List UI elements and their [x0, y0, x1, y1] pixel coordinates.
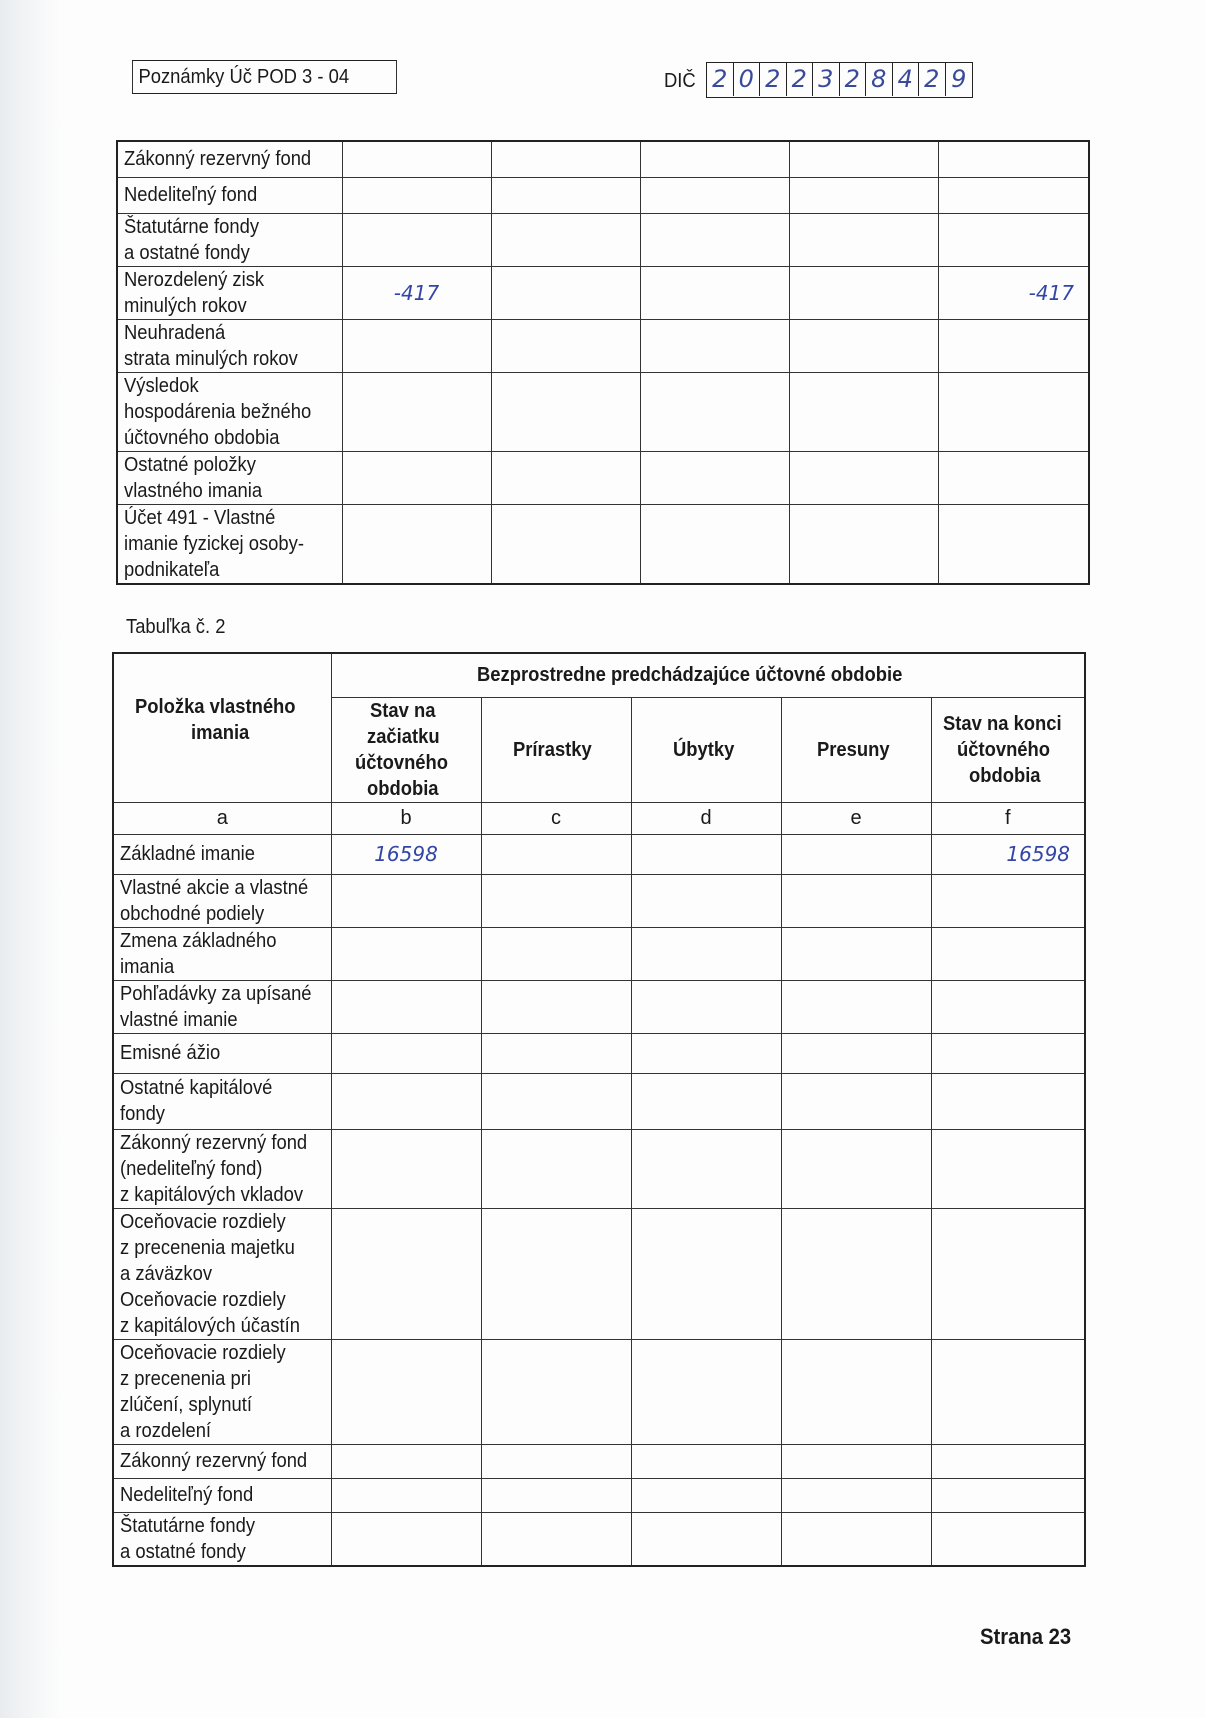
- row-label: [117, 141, 342, 177]
- dic-label: DIČ: [664, 70, 696, 92]
- text-line: imanie fyzickej osoby-: [124, 532, 304, 555]
- text-line: Bezprostredne predchádzajúce účtovné obdobie: [476, 664, 902, 687]
- equity-table-continued: [116, 140, 1090, 585]
- row-label: [113, 1033, 331, 1073]
- value-cell: [491, 372, 640, 451]
- value-cell: [789, 372, 938, 451]
- value-cell: [931, 1444, 1085, 1478]
- text-line: Neuhradená: [124, 321, 226, 344]
- value-cell: [640, 372, 789, 451]
- text-line: Ostatné položky: [124, 453, 256, 476]
- value-cell: [331, 1208, 481, 1339]
- value-cell: [931, 1512, 1085, 1566]
- value-cell: [938, 372, 1089, 451]
- value-cell: [631, 927, 781, 980]
- text-line: fondy: [120, 1103, 166, 1125]
- value-cell: [481, 980, 631, 1033]
- row-label: [117, 319, 342, 372]
- text-line: Oceňovacie rozdiely: [120, 1210, 286, 1233]
- column-header: [931, 697, 1085, 802]
- scan-shadow: [0, 0, 60, 1718]
- text-line: účtovného obdobia: [124, 426, 280, 449]
- text-line: hospodárenia bežného: [124, 400, 312, 423]
- column-letter: b: [331, 802, 481, 834]
- column-letter: f: [931, 802, 1085, 834]
- column-letter: d: [631, 802, 781, 834]
- table-row: [117, 213, 1089, 266]
- value-cell: [938, 141, 1089, 177]
- table-row: [113, 1073, 1085, 1129]
- value-cell: 16598: [331, 834, 481, 874]
- value-cell: [789, 504, 938, 584]
- row-label: [117, 266, 342, 319]
- value-cell: [491, 141, 640, 177]
- dic-digit: 3: [813, 63, 840, 96]
- value-cell: [491, 266, 640, 319]
- value-cell: [789, 141, 938, 177]
- text-line: zlúčení, splynutí: [120, 1393, 252, 1416]
- column-header: [781, 697, 931, 802]
- table-row: [113, 980, 1085, 1033]
- value-cell: [631, 1339, 781, 1444]
- value-cell: [640, 451, 789, 504]
- column-letter: a: [113, 802, 331, 834]
- value-cell: [938, 504, 1089, 584]
- text-line: začiatku: [366, 725, 440, 748]
- table-row: [113, 1339, 1085, 1444]
- value-cell: [331, 1129, 481, 1208]
- text-line: vlastného imania: [124, 479, 263, 502]
- value-cell: [331, 980, 481, 1033]
- value-cell: [481, 927, 631, 980]
- text-line: z kapitálových vkladov: [120, 1183, 304, 1206]
- row-label: [113, 1073, 331, 1129]
- value-cell: [481, 1129, 631, 1208]
- text-line: a rozdelení: [120, 1419, 212, 1442]
- value-cell: [640, 266, 789, 319]
- value-cell: [789, 213, 938, 266]
- text-line: Oceňovacie rozdiely: [120, 1341, 286, 1364]
- table-row: [117, 319, 1089, 372]
- column-header: [631, 697, 781, 802]
- value-cell: [342, 319, 491, 372]
- value-cell: [781, 1073, 931, 1129]
- text-line: Štatutárne fondy: [124, 215, 260, 238]
- text-line: obchodné podiely: [120, 902, 265, 925]
- value-cell: [331, 1478, 481, 1512]
- text-line: vlastné imanie: [120, 1008, 238, 1031]
- value-cell: [789, 451, 938, 504]
- value-cell: [481, 834, 631, 874]
- value-cell: [491, 451, 640, 504]
- value-cell: -417: [342, 266, 491, 319]
- value-cell: [781, 1208, 931, 1339]
- table-row: [113, 1512, 1085, 1566]
- value-cell: [640, 319, 789, 372]
- text-line: a záväzkov: [120, 1262, 213, 1285]
- text-line: Prírastky: [513, 738, 592, 761]
- text-line: imania: [190, 722, 249, 744]
- value-cell: [631, 1129, 781, 1208]
- dic-digit: 9: [951, 65, 967, 93]
- row-label: [113, 980, 331, 1033]
- value-cell: -417: [938, 266, 1089, 319]
- value-cell: [781, 1129, 931, 1208]
- text-line: Zmena základného: [120, 929, 277, 952]
- letter-row: [113, 802, 1085, 834]
- table-row: [113, 1444, 1085, 1478]
- table-row: [113, 834, 1085, 874]
- text-line: Základné imanie: [120, 843, 256, 865]
- value-cell: [781, 1033, 931, 1073]
- column-header: [481, 697, 631, 802]
- value-cell: [342, 504, 491, 584]
- row-label: [117, 372, 342, 451]
- value-cell: [481, 1208, 631, 1339]
- row-label: [117, 504, 342, 584]
- value-cell: [481, 874, 631, 927]
- value-cell: [331, 1073, 481, 1129]
- table-row: [117, 372, 1089, 451]
- value-cell: [631, 1073, 781, 1129]
- dic-digit: 2: [919, 63, 946, 96]
- value-cell: [481, 1033, 631, 1073]
- value-cell: [938, 451, 1089, 504]
- table-row: [117, 266, 1089, 319]
- value-cell: [931, 927, 1085, 980]
- text-line: strata minulých rokov: [124, 347, 298, 370]
- row-label: [113, 1512, 331, 1566]
- value-cell: [631, 980, 781, 1033]
- row-label: [113, 927, 331, 980]
- value-cell: [789, 177, 938, 213]
- header-row: [113, 653, 1085, 697]
- value-cell: [331, 874, 481, 927]
- row-label: [117, 451, 342, 504]
- table-row: [113, 1478, 1085, 1512]
- value-cell: [781, 1339, 931, 1444]
- value-cell: [342, 372, 491, 451]
- dic-digit: 4: [893, 63, 920, 96]
- text-line: a ostatné fondy: [120, 1540, 246, 1563]
- value-cell: [931, 874, 1085, 927]
- value-cell: [938, 177, 1089, 213]
- value-cell: [342, 451, 491, 504]
- text-line: z kapitálových účastín: [120, 1314, 301, 1337]
- value-cell: [491, 213, 640, 266]
- value-cell: [781, 980, 931, 1033]
- group-header: [331, 653, 1085, 697]
- value-cell: [631, 1033, 781, 1073]
- table-row: [113, 874, 1085, 927]
- item-header: [113, 653, 331, 802]
- value-cell: [331, 1444, 481, 1478]
- value-cell: [481, 1339, 631, 1444]
- text-line: Nerozdelený zisk: [124, 268, 265, 291]
- dic-digit: 0: [734, 63, 761, 96]
- value-cell: [331, 1512, 481, 1566]
- text-line: z precenenia majetku: [120, 1236, 295, 1259]
- value-cell: [640, 213, 789, 266]
- row-label: [113, 1129, 331, 1208]
- value-cell: [631, 834, 781, 874]
- text-line: Pohľadávky za upísané: [120, 982, 312, 1005]
- value-cell: [781, 1444, 931, 1478]
- value-cell: [931, 1208, 1085, 1339]
- table-row: [117, 451, 1089, 504]
- text-line: účtovného: [355, 751, 449, 774]
- value-cell: [331, 1339, 481, 1444]
- column-header: [331, 697, 481, 802]
- value-cell: [631, 874, 781, 927]
- text-line: Účet 491 - Vlastné: [124, 506, 276, 529]
- row-label: [113, 834, 331, 874]
- value-cell: [789, 319, 938, 372]
- table-row: [113, 1033, 1085, 1073]
- text-line: Oceňovacie rozdiely: [120, 1288, 286, 1311]
- row-label: [117, 177, 342, 213]
- dic-digit-boxes: [706, 62, 973, 98]
- column-letter: e: [781, 802, 931, 834]
- equity-table-2: [112, 652, 1086, 1567]
- table-row: [117, 177, 1089, 213]
- text-line: účtovného: [957, 738, 1051, 761]
- value-cell: [931, 1073, 1085, 1129]
- table-row: [113, 1129, 1085, 1208]
- value-cell: [640, 504, 789, 584]
- text-line: obdobia: [367, 777, 439, 800]
- text-line: Stav na: [370, 699, 436, 722]
- value-cell: [481, 1512, 631, 1566]
- value-cell: [938, 213, 1089, 266]
- text-line: obdobia: [968, 764, 1041, 787]
- dic-digit: 8: [866, 63, 893, 96]
- value-cell: [931, 1033, 1085, 1073]
- text-line: z precenenia pri: [120, 1367, 251, 1390]
- text-line: a ostatné fondy: [124, 241, 250, 264]
- value-cell: [342, 213, 491, 266]
- value-cell: [342, 177, 491, 213]
- value-cell: [481, 1478, 631, 1512]
- form-code-box: Poznámky Úč POD 3 - 04: [132, 60, 397, 94]
- value-cell: [491, 177, 640, 213]
- text-line: Vlastné akcie a vlastné: [120, 876, 309, 899]
- value-cell: [631, 1208, 781, 1339]
- value-cell: [781, 1478, 931, 1512]
- value-cell: [931, 980, 1085, 1033]
- text-line: Úbytky: [672, 738, 735, 761]
- table-row: [117, 504, 1089, 584]
- dic-digit: 2: [760, 63, 787, 96]
- dic-digit: 2: [707, 63, 734, 96]
- value-cell: [640, 177, 789, 213]
- value-cell: [781, 1512, 931, 1566]
- value-cell: [938, 319, 1089, 372]
- column-letter: c: [481, 802, 631, 834]
- value-cell: [481, 1073, 631, 1129]
- text-line: Zákonný rezervný fond: [124, 148, 312, 171]
- value-cell: [481, 1444, 631, 1478]
- text-line: Zákonný rezervný fond: [120, 1131, 308, 1154]
- value-cell: [781, 874, 931, 927]
- row-label: [113, 1444, 331, 1478]
- text-line: Zákonný rezervný fond: [120, 1450, 308, 1472]
- text-line: Nedeliteľný fond: [120, 1484, 254, 1506]
- value-cell: [491, 319, 640, 372]
- text-line: Emisné ážio: [120, 1042, 221, 1064]
- text-line: Presuny: [816, 738, 890, 761]
- value-cell: [631, 1444, 781, 1478]
- text-line: Položka vlastného: [135, 696, 296, 718]
- text-line: podnikateľa: [124, 558, 220, 581]
- value-cell: [931, 1478, 1085, 1512]
- dic-digit: 2: [787, 63, 814, 96]
- row-label: [113, 1339, 331, 1444]
- value-cell: [931, 1339, 1085, 1444]
- text-line: minulých rokov: [124, 294, 247, 317]
- row-label: [113, 1478, 331, 1512]
- value-cell: [342, 141, 491, 177]
- row-label: [113, 1208, 331, 1339]
- row-label: [117, 213, 342, 266]
- value-cell: [631, 1478, 781, 1512]
- row-label: [113, 874, 331, 927]
- value-cell: [331, 1033, 481, 1073]
- value-cell: [931, 1129, 1085, 1208]
- table-row: [117, 141, 1089, 177]
- text-line: Výsledok: [124, 374, 199, 397]
- text-line: Štatutárne fondy: [120, 1514, 256, 1537]
- value-cell: [781, 834, 931, 874]
- value-cell: [631, 1512, 781, 1566]
- text-line: Nedeliteľný fond: [124, 184, 258, 206]
- text-line: (nedeliteľný fond): [120, 1157, 263, 1180]
- table-row: [113, 927, 1085, 980]
- value-cell: [789, 266, 938, 319]
- value-cell: [640, 141, 789, 177]
- value-cell: [491, 504, 640, 584]
- dic-digit: 2: [840, 63, 867, 96]
- text-line: imania: [120, 955, 175, 978]
- table-row: [113, 1208, 1085, 1339]
- page-number: Strana 23: [980, 1624, 1072, 1649]
- value-cell: [781, 927, 931, 980]
- value-cell: [331, 927, 481, 980]
- text-line: Stav na konci: [943, 712, 1062, 735]
- table2-caption: Tabuľka č. 2: [126, 616, 226, 638]
- value-cell: 16598: [931, 834, 1085, 874]
- text-line: Ostatné kapitálové: [120, 1077, 273, 1099]
